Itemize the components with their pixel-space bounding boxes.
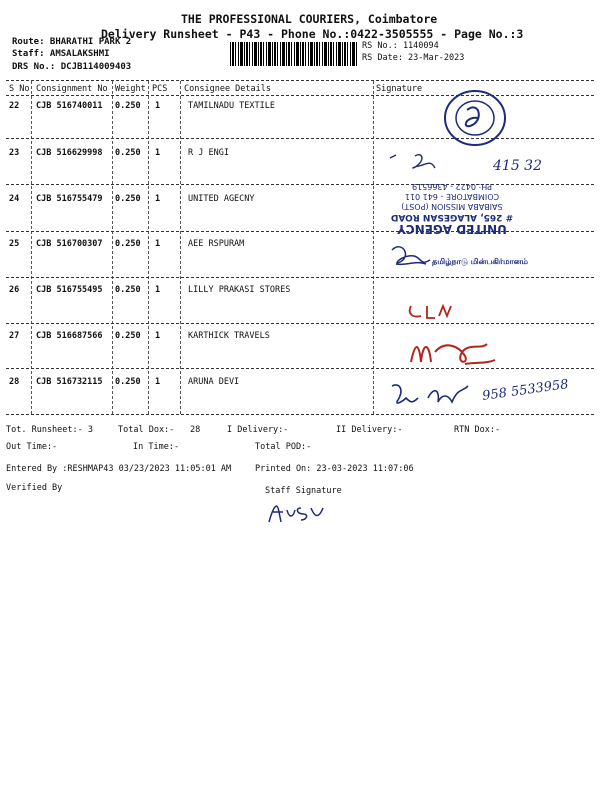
tamil-stamp xyxy=(432,258,592,302)
row-consignment: CJB 516755479 xyxy=(36,194,103,204)
round-seal xyxy=(440,88,510,148)
row-sno: 28 xyxy=(9,377,20,387)
row-consignee: LILLY PRAKASI STORES xyxy=(188,285,291,295)
total-dox-value: 28 xyxy=(190,425,201,435)
stamp-address: # 265, ALAGESAN ROAD xyxy=(390,212,514,222)
col-divider xyxy=(373,81,374,414)
table-top-rule xyxy=(6,80,594,81)
rs-date: RS Date: 23-Mar-2023 xyxy=(362,53,465,63)
drs-number: DRS No.: DCJB114009403 xyxy=(12,62,132,72)
col-sno: S No xyxy=(9,84,30,94)
staff-signature-label: Staff Signature xyxy=(265,486,342,496)
verified-by: Verified By xyxy=(6,483,63,493)
row-consignment: CJB 516740011 xyxy=(36,101,103,111)
row-consignment: CJB 516629998 xyxy=(36,148,103,158)
row-sno: 25 xyxy=(9,239,20,249)
row-consignee: TAMILNADU TEXTILE xyxy=(188,101,275,111)
stamp-name: UNITED AGENCY xyxy=(397,222,507,236)
row-weight: 0.250 xyxy=(115,331,141,341)
row-consignee: R J ENGI xyxy=(188,148,229,158)
barcode xyxy=(230,42,358,66)
united-agency-stamp xyxy=(372,174,532,236)
route-label: Route: BHARATHI PARK 2 xyxy=(12,37,132,47)
row-rule xyxy=(6,368,594,369)
row-sno: 23 xyxy=(9,148,20,158)
row-consignee: KARTHICK TRAVELS xyxy=(188,331,270,341)
col-consignee: Consignee Details xyxy=(184,84,271,94)
row-consignee: AEE RSPURAM xyxy=(188,239,245,249)
row-pcs: 1 xyxy=(155,239,161,249)
staff-signature xyxy=(265,496,335,526)
in-time: In Time:- xyxy=(133,442,180,452)
tamil-stamp-text: தமிழ்நாடு மின்பகிர்மானம் xyxy=(432,257,528,266)
out-time: Out Time:- xyxy=(6,442,58,452)
row-pcs: 1 xyxy=(155,285,161,295)
col-divider xyxy=(31,81,32,414)
col-divider xyxy=(148,81,149,414)
row-consignment: CJB 516755495 xyxy=(36,285,103,295)
row-consignment: CJB 516700307 xyxy=(36,239,103,249)
signature-row27 xyxy=(405,332,505,372)
runsheet-subtitle: Delivery Runsheet - P43 - Phone No.:0422-3505555 - Page No.:3 xyxy=(101,27,524,41)
printed-on: Printed On: 23-03-2023 11:07:06 xyxy=(255,464,414,474)
row-consignment: CJB 516732115 xyxy=(36,377,103,387)
row-consignee: UNITED AGECNY xyxy=(188,194,255,204)
col-divider xyxy=(112,81,113,414)
row-weight: 0.250 xyxy=(115,148,141,158)
total-dox-label: Total Dox:- xyxy=(118,425,175,435)
stamp-phone: PH: 0422 - 4366519 xyxy=(411,182,493,191)
row-sno: 27 xyxy=(9,331,20,341)
i-delivery: I Delivery:- xyxy=(227,425,289,435)
rs-number: RS No.: 1140094 xyxy=(362,41,439,51)
rtn-dox: RTN Dox:- xyxy=(454,425,501,435)
row-pcs: 1 xyxy=(155,101,161,111)
tot-runsheet: Tot. Runsheet:- 3 xyxy=(6,425,93,435)
row-sno: 22 xyxy=(9,101,20,111)
row-consignment: CJB 516687566 xyxy=(36,331,103,341)
ii-delivery: II Delivery:- xyxy=(336,425,403,435)
col-consignment: Consignment No xyxy=(36,84,108,94)
col-pcs: PCS xyxy=(152,84,168,94)
row-weight: 0.250 xyxy=(115,285,141,295)
col-weight: Weight xyxy=(115,84,146,94)
row-rule xyxy=(6,323,594,324)
row-sno: 26 xyxy=(9,285,20,295)
col-divider xyxy=(180,81,181,414)
row-pcs: 1 xyxy=(155,377,161,387)
col-signature: Signature xyxy=(376,84,423,94)
table-bottom-rule xyxy=(6,414,594,415)
entered-by: Entered By :RESHMAP43 03/23/2023 11:05:01 AM xyxy=(6,464,232,474)
row-weight: 0.250 xyxy=(115,239,141,249)
row-consignee: ARUNA DEVI xyxy=(188,377,240,387)
total-pod: Total POD:- xyxy=(255,442,312,452)
staff-label: Staff: AMSALAKSHMI xyxy=(12,49,110,59)
row-weight: 0.250 xyxy=(115,377,141,387)
row-weight: 0.250 xyxy=(115,101,141,111)
handwritten-number: 415 32 xyxy=(493,158,542,174)
stamp-address: SAIBABA MISSION (POST) xyxy=(401,202,503,211)
row-pcs: 1 xyxy=(155,331,161,341)
stamp-address: COIMBATORE - 641 011 xyxy=(404,192,500,201)
row-pcs: 1 xyxy=(155,148,161,158)
signature-row26 xyxy=(405,302,465,324)
row-pcs: 1 xyxy=(155,194,161,204)
row-weight: 0.250 xyxy=(115,194,141,204)
handwritten-phone: 958 5533958 xyxy=(481,377,570,404)
row-sno: 24 xyxy=(9,194,20,204)
company-title: THE PROFESSIONAL COURIERS, Coimbatore xyxy=(181,12,438,26)
